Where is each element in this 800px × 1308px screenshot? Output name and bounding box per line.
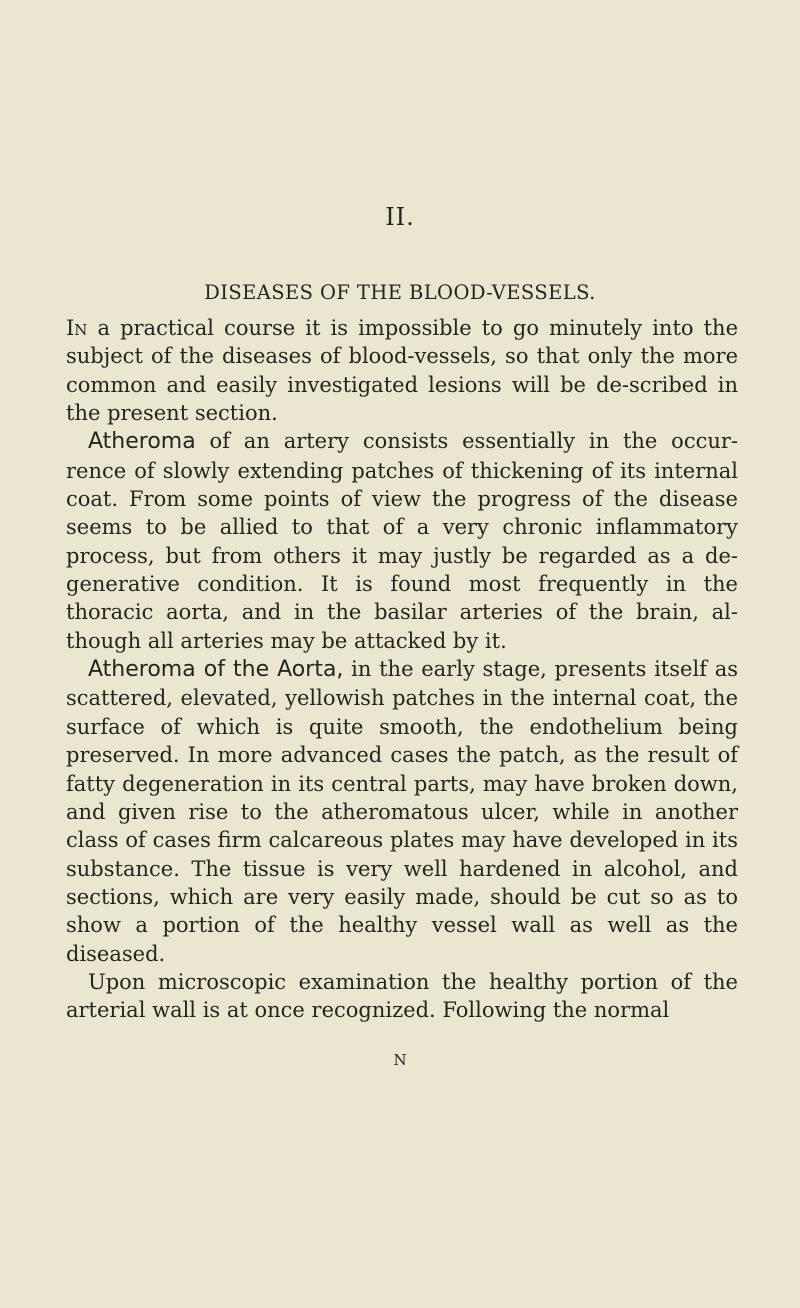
paragraph-intro: [66, 314, 738, 427]
atheroma-heading: Atheroma: [88, 429, 196, 455]
paragraph-aorta: [66, 655, 738, 968]
aorta-heading: Atheroma of the Aorta,: [88, 657, 344, 683]
paragraph-microscopic: [66, 968, 738, 1025]
aorta-text: in the early stage, presents itself as scattered, elevated, yellowish patches in the internal coat, the surface of which is quite smooth, the endothelium being preserved. In more advanced cases the patch, as the result of fatty degeneration in its central parts, may have broken down, and given rise to the atheromatous ulcer, while in another class of cases firm calcareous plates may have developed in its substance. The tissue is very well hardened in alcohol, and sections, which are very easily made, should be cut so as to show a portion of the healthy vessel wall as well as the diseased.: [66, 657, 738, 966]
microscopic-text: Upon microscopic examination the healthy portion of the arterial wall is at once recognized. Following the normal: [66, 969, 738, 1023]
intro-text: a practical course it is impossible to go minutely into the subject of the diseases of blood-vessels, so that only the more common and easily investigated lesions will be de-scribed in the present section.: [66, 316, 738, 426]
chapter-title: DISEASES OF THE BLOOD-VESSELS.: [204, 281, 596, 304]
signature-mark: N: [393, 1051, 407, 1069]
chapter-numeral: II.: [385, 203, 415, 231]
atheroma-text: of an artery consists essentially in the occur-rence of slowly extending patches of thickening of its internal coat. From some points of view the progress of the disease seems to be allied to that of a very chronic inflammatory process, but from others it may justly be regarded as a de-generative condition. It is found most frequently in the thoracic aorta, and in the basilar arteries of the brain, al-though all arteries may be attacked by it.: [66, 429, 738, 653]
body-text: [66, 314, 738, 1025]
paragraph-atheroma: [66, 427, 738, 655]
intro-lead-word: In: [66, 316, 88, 340]
